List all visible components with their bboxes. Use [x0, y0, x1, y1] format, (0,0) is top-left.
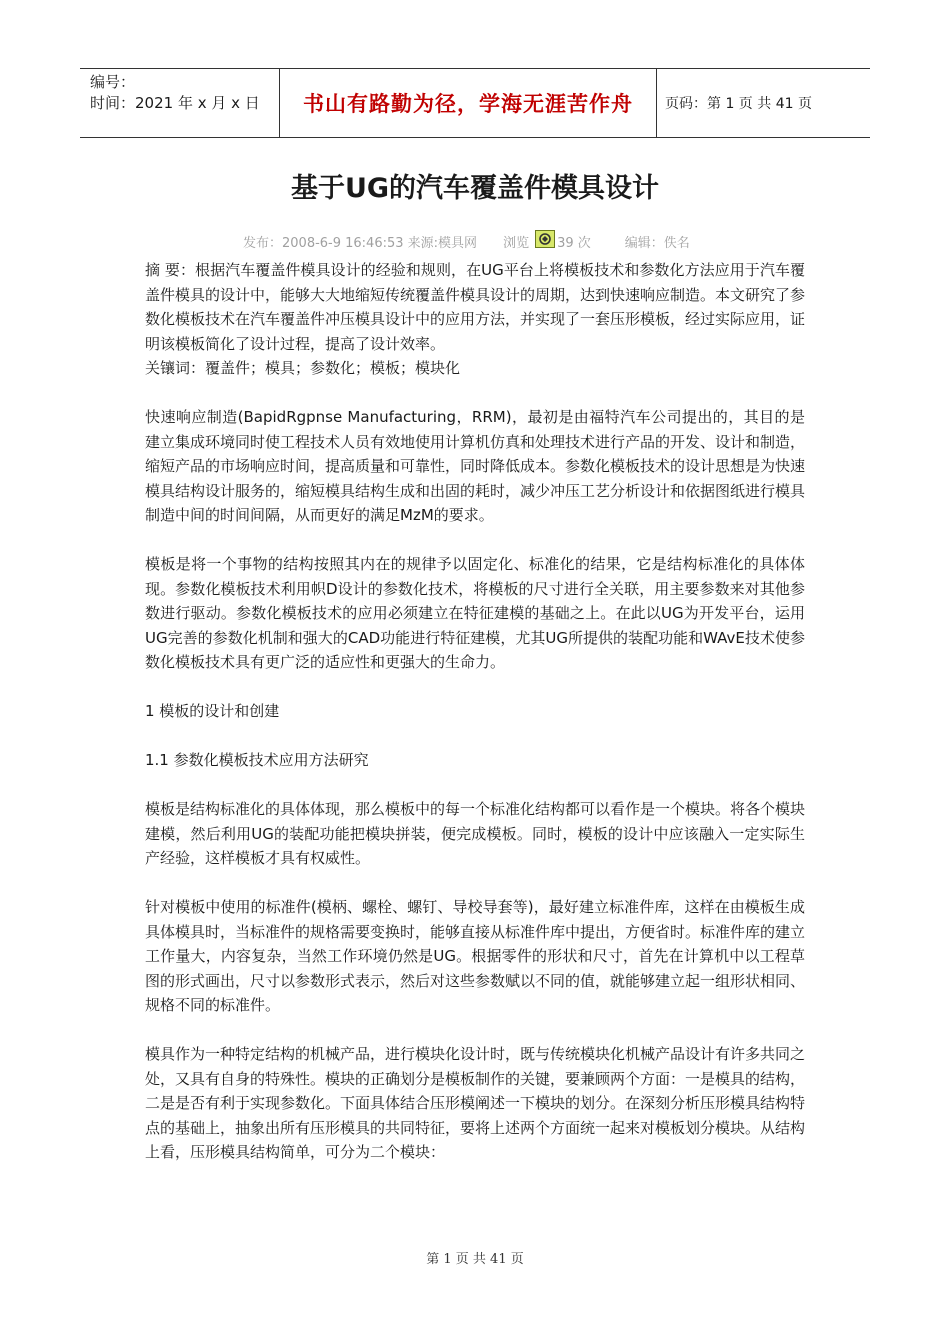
article-title: 基于UG的汽车覆盖件模具设计	[290, 173, 660, 204]
paragraph-spacer	[145, 675, 805, 700]
document-header	[80, 68, 870, 138]
paragraph-spacer	[145, 1018, 805, 1043]
views-count: 39 次	[557, 236, 591, 251]
paragraph-spacer	[145, 773, 805, 798]
body-paragraph: 快速响应制造(BapidRgpnse Manufacturing，RRM)，最初是由福特汽车公司提出的，其目的是建立集成环境同时使工程技术人员有效地使用计算机仿真和处理技术进行产品的开发、设计和制造，缩短产品的市场响应时间，提高质量和可靠性，同时降低成本。参数化模板技术的设计思想是为快速模具结构设计服务的，缩短模具结构生成和出固的耗时，减少冲压工艺分析设计和依据图纸进行模具制造中间的时间间隔，从而更好的满足MzM的要求。	[145, 408, 806, 524]
body-paragraph: 针对模板中使用的标准件(模柄、螺栓、螺钉、导校导套等)，最好建立标准件库，这样在由模板生成具体模具时，当标准件的规格需要变换时，能够直接从标准件库中提出，方便省时。标准件库的建立工作量大，内容复杂，当然工作环境仍然是UG。根据零件的形状和尺寸，首先在计算机中以工程草图的形式画出，尺寸以参数形式表示，然后对这些参数赋以不同的值，就能够建立起一组形状相同、规格不同的标准件。	[145, 898, 806, 1014]
paragraph-spacer	[145, 381, 805, 406]
article-meta	[243, 232, 690, 251]
views-icon	[535, 230, 555, 248]
paragraph-spacer	[145, 871, 805, 896]
paragraph-spacer	[145, 528, 805, 553]
publish-date: 发布：2008-6-9 16:46:53	[243, 236, 404, 251]
page-footer: 第 1 页 共 41 页	[426, 1252, 524, 1267]
body-paragraph: 模具作为一种特定结构的机械产品，进行模块化设计时，既与传统模块化机械产品设计有许多共同之处，又具有自身的特殊性。模块的正确划分是模板制作的关键，要兼顾两个方面：一是模具的结构，二是是否有利于实现参数化。下面具体结合压形模阐述一下模块的划分。在深刻分析压形模具结构特点的基础上，抽象出所有压形模具的共同特征，要将上述两个方面统一起来对模板划分模块。从结构上看，压形模具结构简单，可分为二个模块：	[145, 1045, 806, 1161]
header-motto: 书山有路勤为径，学海无涯苦作舟	[303, 92, 633, 116]
body-paragraph: 摘 要：根据汽车覆盖件模具设计的经验和规则，在UG平台上将模板技术和参数化方法应用于汽车覆盖件模具的设计中，能够大大地缩短传统覆盖件模具设计的周期，达到快速响应制造。本文研究了参数化模板技术在汽车覆盖件冲压模具设计中的应用方法，并实现了一套压形模板，经过实际应用，证明该模板简化了设计过程，提高了设计效率。	[145, 261, 806, 353]
body-paragraph: 模板是将一个事物的结构按照其内在的规律予以固定化、标准化的结果，它是结构标准化的具体体现。参数化模板技术利用帜D设计的参数化技术，将模板的尺寸进行全关联，用主要参数来对其他参数进行驱动。参数化模板技术的应用必须建立在特征建模的基础之上。在此以UG为开发平台，运用UG完善的参数化机制和强大的CAD功能进行特征建模，尤其UG所提供的装配功能和WAvE技术使参数化模板技术具有更广泛的适应性和更强大的生命力。	[145, 555, 805, 671]
paragraph-spacer	[145, 724, 805, 749]
document-number-label: 编号：	[90, 73, 136, 91]
article-body	[145, 258, 805, 1165]
body-paragraph: 模板是结构标准化的具体体现，那么模板中的每一个标准化结构都可以看作是一个模块。将各个模块建模，然后利用UG的装配功能把模块拼装，便完成模板。同时，模板的设计中应该融入一定实际生产经验，这样模板才具有权威性。	[145, 800, 806, 867]
article-editor: 编辑：佚名	[624, 236, 690, 251]
views-label: 浏览	[503, 236, 530, 251]
header-info-cell	[80, 69, 280, 137]
page-info: 页码：第 1 页 共 41 页	[665, 96, 812, 112]
section-heading: 1 模板的设计和创建	[145, 702, 280, 720]
document-time-label: 时间：2021 年 x 月 x 日	[90, 94, 260, 112]
body-paragraph: 关镶词：覆盖件；模具；参数化；模板；模块化	[145, 359, 461, 377]
header-page-cell	[657, 69, 870, 137]
section-heading: 1.1 参数化模板技术应用方法研究	[145, 751, 369, 769]
header-motto-cell	[280, 69, 657, 137]
article-source: 来源:模具网	[407, 236, 478, 251]
